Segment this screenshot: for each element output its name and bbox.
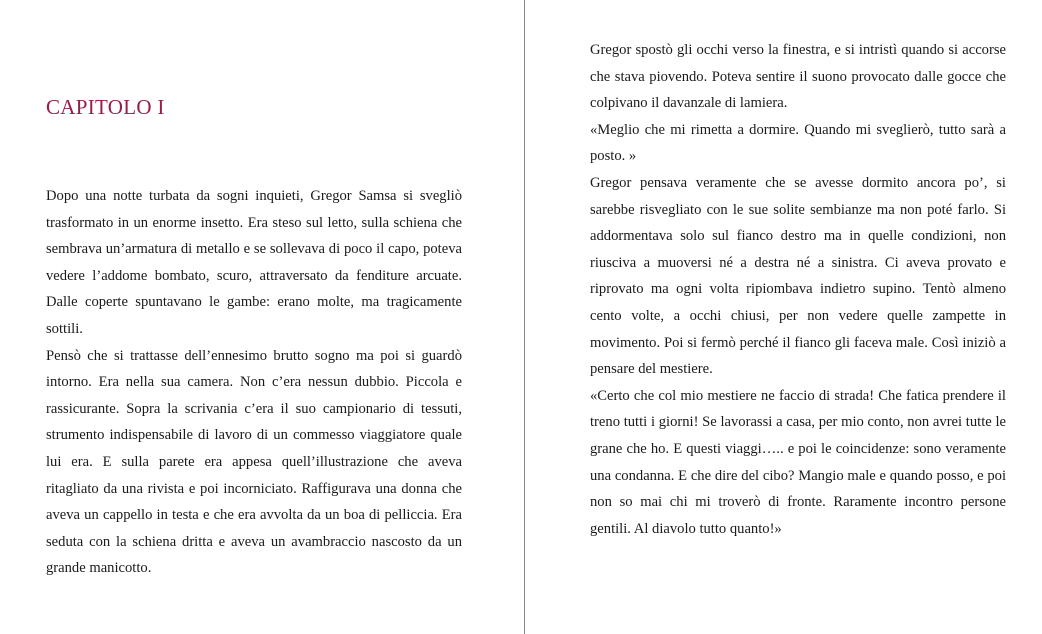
paragraph: «Certo che col mio mestiere ne faccio di strada! Che fatica prendere il treno tutti i giorni! Se lavorassi a casa, per mio conto, non avrei tutte le grane che ho. E questi viaggi….. e poi le coincidenze: sono veramente una condanna. E che dire del cibo? Mangio male e quando posso, e poi non so mai chi mi troverò di fronte. Raramente incontro persone gentili. Al diavolo tutto quanto!» (590, 387, 1006, 537)
right-page-text (590, 37, 1006, 542)
page-gutter-divider (524, 0, 525, 634)
paragraph: Gregor pensava veramente che se avesse dormito ancora po’, si sarebbe risvegliato con le sue solite sembianze ma non poté farlo. Si addormentava solo sul fianco destro ma in quelle condizioni, non riusciva a muoversi né a destra né a sinistra. Ci aveva provato e riprovato ma ogni volta ripiombava indietro supino. Tentò almeno cento volte, a occhi chiusi, per non vedere quelle zampette in movimento. Poi si fermò perché il fianco gli faceva male. Così iniziò a pensare del mestiere. (590, 174, 1006, 378)
paragraph: Gregor spostò gli occhi verso la finestra, e si intristì quando si accorse che stava piovendo. Poteva sentire il suono provocato dalle gocce che colpivano il davanzale di lamiera. (590, 42, 1006, 112)
paragraph: Pensò che si trattasse dell’ennesimo brutto sogno ma poi si guardò intorno. Era nella sua camera. Non c’era nessun dubbio. Piccola e rassicurante. Sopra la scrivania c’era il suo campionario di tessuti, strumento indispensabile di lavoro di un commesso viaggiatore quale lui era. E sulla parete era appesa quell’illustrazione che aveva ritagliato da una rivista e poi incorniciato. Raffigurava una donna che aveva un cappello in testa e che era avvolta da un boa di pelliccia. Era seduta con la schiena dritta e aveva un avambraccio nascosto da un grande manicotto. (46, 347, 462, 577)
chapter-title: CAPITOLO I (46, 95, 165, 119)
paragraph: «Meglio che mi rimetta a dormire. Quando mi sveglierò, tutto sarà a posto. » (590, 121, 1006, 165)
paragraph: Dopo una notte turbata da sogni inquieti, Gregor Samsa si svegliò trasformato in un enorme insetto. Era steso sul letto, sulla schiena che sembrava un’armatura di metallo e se sollevava di poco il capo, poteva vedere l’addome bombato, scuro, attraversato da fenditure arcuate. Dalle coperte spuntavano le gambe: erano molte, ma tragicamente sottili. (46, 188, 462, 337)
left-page-text (46, 183, 462, 582)
